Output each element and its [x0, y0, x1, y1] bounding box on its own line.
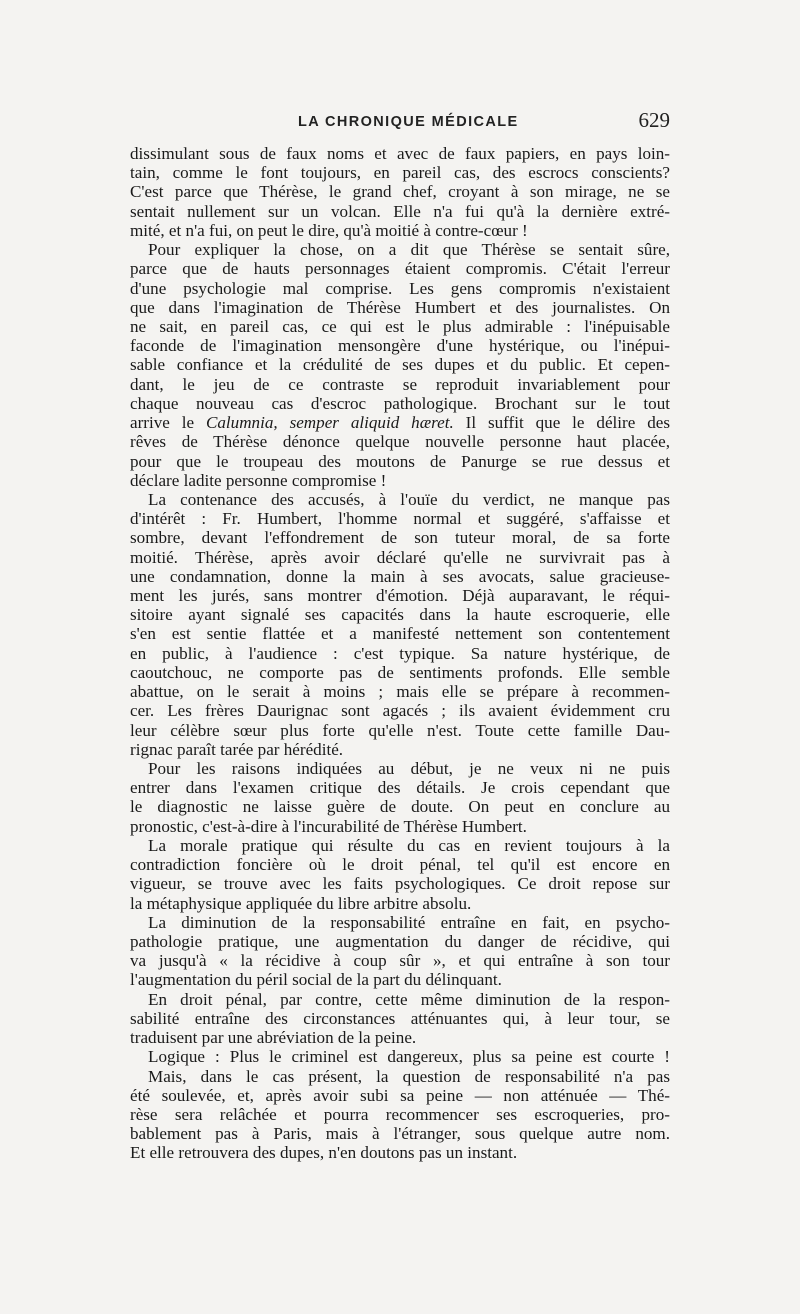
text-line: La morale pratique qui résulte du cas en revient toujours à la — [148, 835, 670, 855]
running-title: LA CHRONIQUE MÉDICALE — [298, 114, 519, 130]
text-line: La contenance des accusés, à l'ouïe du verdict, ne manque pas — [148, 489, 670, 509]
text-line: pathologie pratique, une augmentation du danger de récidive, qui — [130, 931, 670, 951]
text-line-part: Il suffit que le délire des — [453, 413, 670, 433]
text-line: contradiction foncière où le droit pénal, tel qu'il est encore en — [130, 855, 670, 875]
text-line: été soulevée, et, après avoir subi sa peine — non atténuée — Thé- — [130, 1085, 670, 1105]
text-line-part: arrive le — [130, 413, 206, 433]
text-line: chaque nouveau cas d'escroc pathologique. Brochant sur le tout — [130, 393, 670, 413]
text-line: mité, et n'a fui, on peut le dire, qu'à moitié à contre-cœur ! — [130, 220, 528, 240]
text-line: que dans l'imagination de Thérèse Humbert et des journalistes. On — [130, 297, 670, 317]
text-line: parce que de hauts personnages étaient compromis. C'était l'erreur — [130, 259, 670, 279]
text-line: Et elle retrouvera des dupes, n'en doutons pas un instant. — [130, 1143, 518, 1163]
text-line: caoutchouc, ne comporte pas de sentiments profonds. Elle semble — [130, 662, 670, 682]
text-line: sable confiance et la crédulité de ses dupes et du public. Et cepen- — [130, 355, 670, 375]
text-line: Logique : Plus le criminel est dangereux, plus sa peine est courte ! — [148, 1047, 670, 1067]
text-line: l'augmentation du péril social de la part du délinquant. — [130, 970, 502, 990]
text-line: moitié. Thérèse, après avoir déclaré qu'elle ne survivrait pas à — [130, 547, 670, 567]
text-line: pour que le troupeau des moutons de Panurge se rue dessus et — [130, 451, 670, 471]
text-line: ne sait, en pareil cas, ce qui est le plus admirable : l'inépuisable — [130, 316, 670, 336]
text-line: la métaphysique appliquée du libre arbitre absolu. — [130, 893, 472, 913]
text-line: C'est parce que Thérèse, le grand chef, croyant à son mirage, ne se — [130, 182, 670, 202]
page-number: 629 — [638, 108, 670, 132]
text-line: sombre, devant l'effondrement de son tuteur moral, de sa forte — [130, 528, 670, 548]
text-line: sentait nullement sur un volcan. Elle n'a fui qu'à la dernière extré- — [130, 201, 670, 221]
text-line: rignac paraît tarée par hérédité. — [130, 739, 344, 759]
text-line — [130, 413, 670, 432]
text-line: bablement pas à Paris, mais à l'étranger, sous quelque autre nom. — [130, 1124, 670, 1144]
text-line: s'en est sentie flattée et a manifesté nettement son contentement — [130, 624, 670, 644]
text-line: rèse sera relâchée et pourra recommencer ses escroqueries, pro- — [130, 1104, 670, 1124]
text-line: pronostic, c'est-à-dire à l'incurabilité de Thérèse Humbert. — [130, 816, 527, 836]
text-line: en public, à l'audience : c'est typique. Sa nature hystérique, de — [130, 643, 670, 663]
text-line: vigueur, se trouve avec les faits psychologiques. Ce droit repose sur — [130, 874, 670, 894]
text-line: tain, comme le font toujours, en pareil cas, des escrocs conscients? — [130, 163, 670, 183]
text-line: rêves de Thérèse dénonce quelque nouvelle personne haut placée, — [130, 432, 670, 452]
text-line: Pour les raisons indiquées au début, je ne veux ni ne puis — [148, 759, 670, 778]
text-line: déclare ladite personne compromise ! — [130, 470, 387, 490]
text-line: d'une psychologie mal comprise. Les gens compromis n'existaient — [130, 278, 670, 298]
text-line: dissimulant sous de faux noms et avec de faux papiers, en pays loin- — [130, 144, 670, 163]
text-line: sitoire ayant signalé ses capacités dans la haute escroquerie, elle — [130, 605, 670, 625]
text-line: Mais, dans le cas présent, la question de responsabilité n'a pas — [148, 1066, 670, 1086]
text-line: le diagnostic ne laisse guère de doute. On peut en conclure au — [130, 797, 670, 817]
text-line: cer. Les frères Daurignac sont agacés ; ils avaient évidemment cru — [130, 701, 670, 721]
text-line: dant, le jeu de ce contraste se reproduit invariablement pour — [130, 374, 670, 394]
text-line: abattue, on le serait à moins ; mais elle se prépare à recommen- — [130, 682, 670, 702]
text-line: Pour expliquer la chose, on a dit que Thérèse se sentait sûre, — [148, 240, 670, 260]
text-line: ment les jurés, sans montrer d'émotion. Déjà auparavant, le réqui- — [130, 586, 670, 606]
latin-quote: Calumnia, semper aliquid hæret. — [205, 413, 454, 433]
text-line: La diminution de la responsabilité entraîne en fait, en psycho- — [148, 912, 670, 932]
text-line: entrer dans l'examen critique des détails. Je crois cependant que — [130, 778, 670, 798]
text-line: leur célèbre sœur plus forte qu'elle n'est. Toute cette famille Dau- — [130, 720, 670, 740]
text-line: va jusqu'à « la récidive à coup sûr », et qui entraîne à son tour — [130, 951, 670, 971]
text-line: d'intérêt : Fr. Humbert, l'homme normal et suggéré, s'affaisse et — [130, 509, 670, 529]
text-line: traduisent par une abréviation de la peine. — [130, 1028, 417, 1048]
text-line: En droit pénal, par contre, cette même diminution de la respon- — [148, 989, 670, 1009]
text-line: sabilité entraîne des circonstances atténuantes qui, à leur tour, se — [130, 1008, 670, 1028]
text-line: une condamnation, donne la main à ses avocats, salue gracieuse- — [130, 566, 670, 586]
body-text — [130, 144, 670, 1163]
text-line: faconde de l'imagination mensongère d'une hystérique, ou l'inépui- — [130, 336, 670, 356]
page-header — [130, 108, 670, 138]
